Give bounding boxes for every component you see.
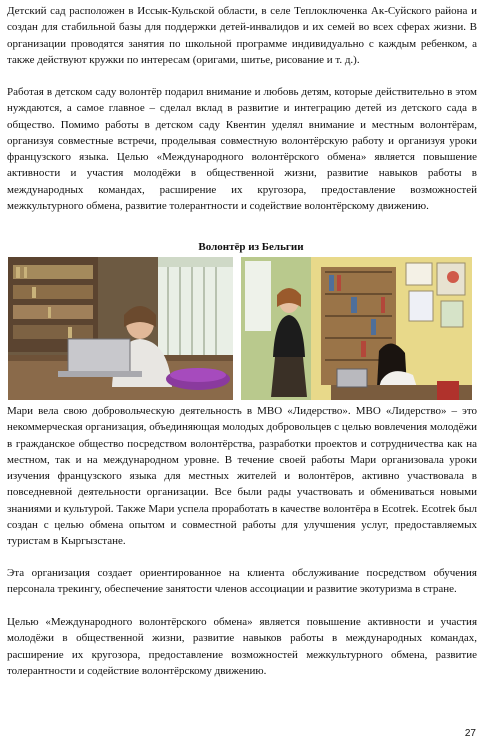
paragraph-mari-activity: Мари вела свою добровольческую деятельность в МВО «Лидерство». МВО «Лидерство» – это некоммерческая организация, объединяющая молодых добровольцев с целью вовлечения молодёжи в гражданское общество посредством волонтёрства, разработки проектов и сотрудничества как на местном, так и на международном уровне. В течение своей работы Мари организовала уроки изучения французского языка для местных жителей и волонтёров, активно участвовала в повседневной деятельности организации. Все были рады участвовать и обмениваться новыми знаниями и культурой. Также Мари успела проработать в качестве волонтёра в Ecotrek. Ecotrek был создан с целью обмена опытом и совместной работы для улучшения услуг, предоставляемых туристам в Кыргызстане. bbox=[7, 405, 477, 548]
photo-volunteer-teaching bbox=[241, 257, 472, 400]
paragraph-exchange-goal: Целью «Международного волонтёрского обмена» является повышение активности и участия молодёжи в общественной жизни, развитие навыков работы в международных командах, расширение их кругозора, предоставление возможностей межкультурного обмена, развитие толерантности и содействие волонтёрскому движению. bbox=[7, 616, 477, 677]
paragraph-kindergarten: Детский сад расположен в Иссык-Кульской области, в селе Теплоключенка Ак-Суйского района и создан для стабильной базы для поддержки детей-инвалидов и их семей во всех сферах жизни. В организации проводятся занятия по школьной программе индивидуально с каждым ребенком, а также действуют кружки по интересам (оригами, шитье, рисование и т. д.). bbox=[7, 5, 477, 66]
paragraph-ecotrek: Эта организация создает ориентированное на клиента обслуживание посредством обучения персонала трекингу, обеспечение занятости членов ассоциации и развитие экотуризма в стране. bbox=[7, 567, 477, 596]
paragraph-volunteer-work: Работая в детском саду волонтёр подарил внимание и любовь детям, которые действительно в этом нуждаются, а самое главное – сделал вклад в развитие и интеграцию детей из детского сада в общество. Помимо работы в детском саду Квентин уделял внимание и местным волонтёрам, организуя совместные встречи, проделывая совместную волонтёрскую работу и организуя уроки французского языка. Целью «Международного волонтёрского обмена» является повышение активности и участия молодёжи в общественной жизни, развитие навыков работы в международных командах, расширение их кругозора, предоставление возможностей межкультурного обмена, развитие толерантности и содействие волонтёрскому движению. bbox=[7, 86, 477, 213]
page-number: 27 bbox=[464, 728, 476, 739]
photo-volunteer-at-laptop bbox=[8, 257, 233, 400]
section-heading: Волонтёр из Бельгии bbox=[198, 241, 304, 253]
